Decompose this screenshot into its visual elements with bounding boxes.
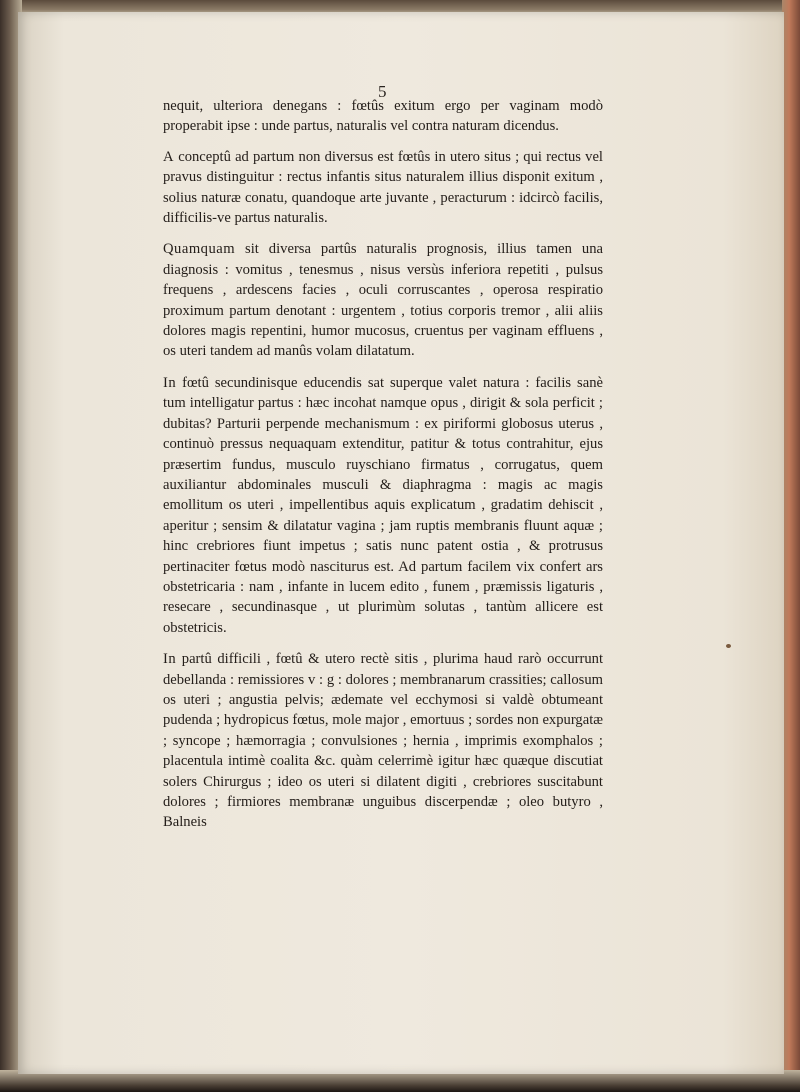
ink-spot [726, 644, 731, 648]
page-sheet [18, 12, 784, 1074]
body-text [163, 96, 603, 844]
paragraph-lead: A [163, 148, 175, 165]
paragraph-text: conceptû ad partum non diversus est fœtûs in utero situs ; qui rectus vel pravus distinguitur : rectus infantis situs naturalem illius disponit exitum , solius naturæ conatu, quandoque arte juvante , peracturum : idcircò facilis, difficilis-ve partus naturalis. [163, 148, 603, 227]
paragraph-4 [163, 373, 603, 638]
paragraph-text: fœtû secundinisque educendis sat superque valet natura : facilis sanè tum intelligatur partus : hæc incohat namque opus , dirigit & sola perficit ; dubitas? Parturii perpende mechanismum : ex piriformi globosus uterus , continuò pressus nequaquam extenditur, patitur & totus contrahitur, ejus præsertim fundus, musculo ruyschiano firmatus , corrugatus, quem auxiliantur abdominales musculi & diaphragma : magis ac magis emollitum os uteri , impellentibus aquis explicatum , gradatim dehiscit , aperitur ; sensim & dilatatur vagina ; jam ruptis membranis fluunt aquæ ; hinc crebriores fiunt impetus ; satis nunc patent ostia , & protrusus pertinaciter fœtus modò nasciturus est. Ad partum facilem vix confert ars obstetricaria : nam , infante in lucem edito , funem , præmissis ligaturis , resecare , secundinasque , ut plurimùm solutas , tantùm allicere est obstetricis. [163, 374, 603, 636]
paragraph-text: sit diversa partûs naturalis prognosis, illius tamen una diagnosis : vomitus , tenesmus , nisus versùs inferiora repetiti , pulsus frequens , ardescens facies , oculi corruscantes , operosa respiratio proximum partum denotant : urgentem , totius corporis tremor , alii aliis dolores magis repentini, humor mucosus, cruentus per vaginam effluens , os uteri tandem ad manûs volam dilatatum. [163, 241, 603, 360]
paragraph-1 [163, 96, 603, 137]
paragraph-lead: Quamquam [163, 241, 236, 258]
paragraph-3 [163, 239, 603, 361]
paragraph-lead: In [163, 651, 177, 668]
page-number: 5 [378, 82, 387, 101]
paragraph-lead: In [163, 374, 177, 391]
paragraph-5 [163, 649, 603, 833]
paragraph-text: nequit, ulteriora denegans : fœtûs exitum ergo per vaginam modò properabit ipse : unde partus, naturalis vel contra naturam dicendus. [163, 98, 603, 135]
page-edge-right [782, 0, 800, 1092]
paragraph-2 [163, 147, 603, 229]
paragraph-text: partû difficili , fœtû & utero rectè sitis , plurima haud rarò occurrunt debellanda : remissiores v : g : dolores ; membranarum crassities; callosum os uteri ; angustia pelvis; ædemate vel ecchymosi si valdè obtumeant pudenda ; hydropicus fœtus, mole major , emortuus ; sordes non expurgatæ ; syncope ; hæmorragia ; convulsiones ; hernia , imprimis exomphalos ; placentula intimè coalita &c. quàm celerrimè igitur hæc quæque discutiat solers Chirurgus ; ideo os uteri si dilatent digiti , crebriores suscitabunt dolores ; firmiores membranæ unguibus discerpendæ ; oleo butyro , Balneis [163, 651, 603, 831]
